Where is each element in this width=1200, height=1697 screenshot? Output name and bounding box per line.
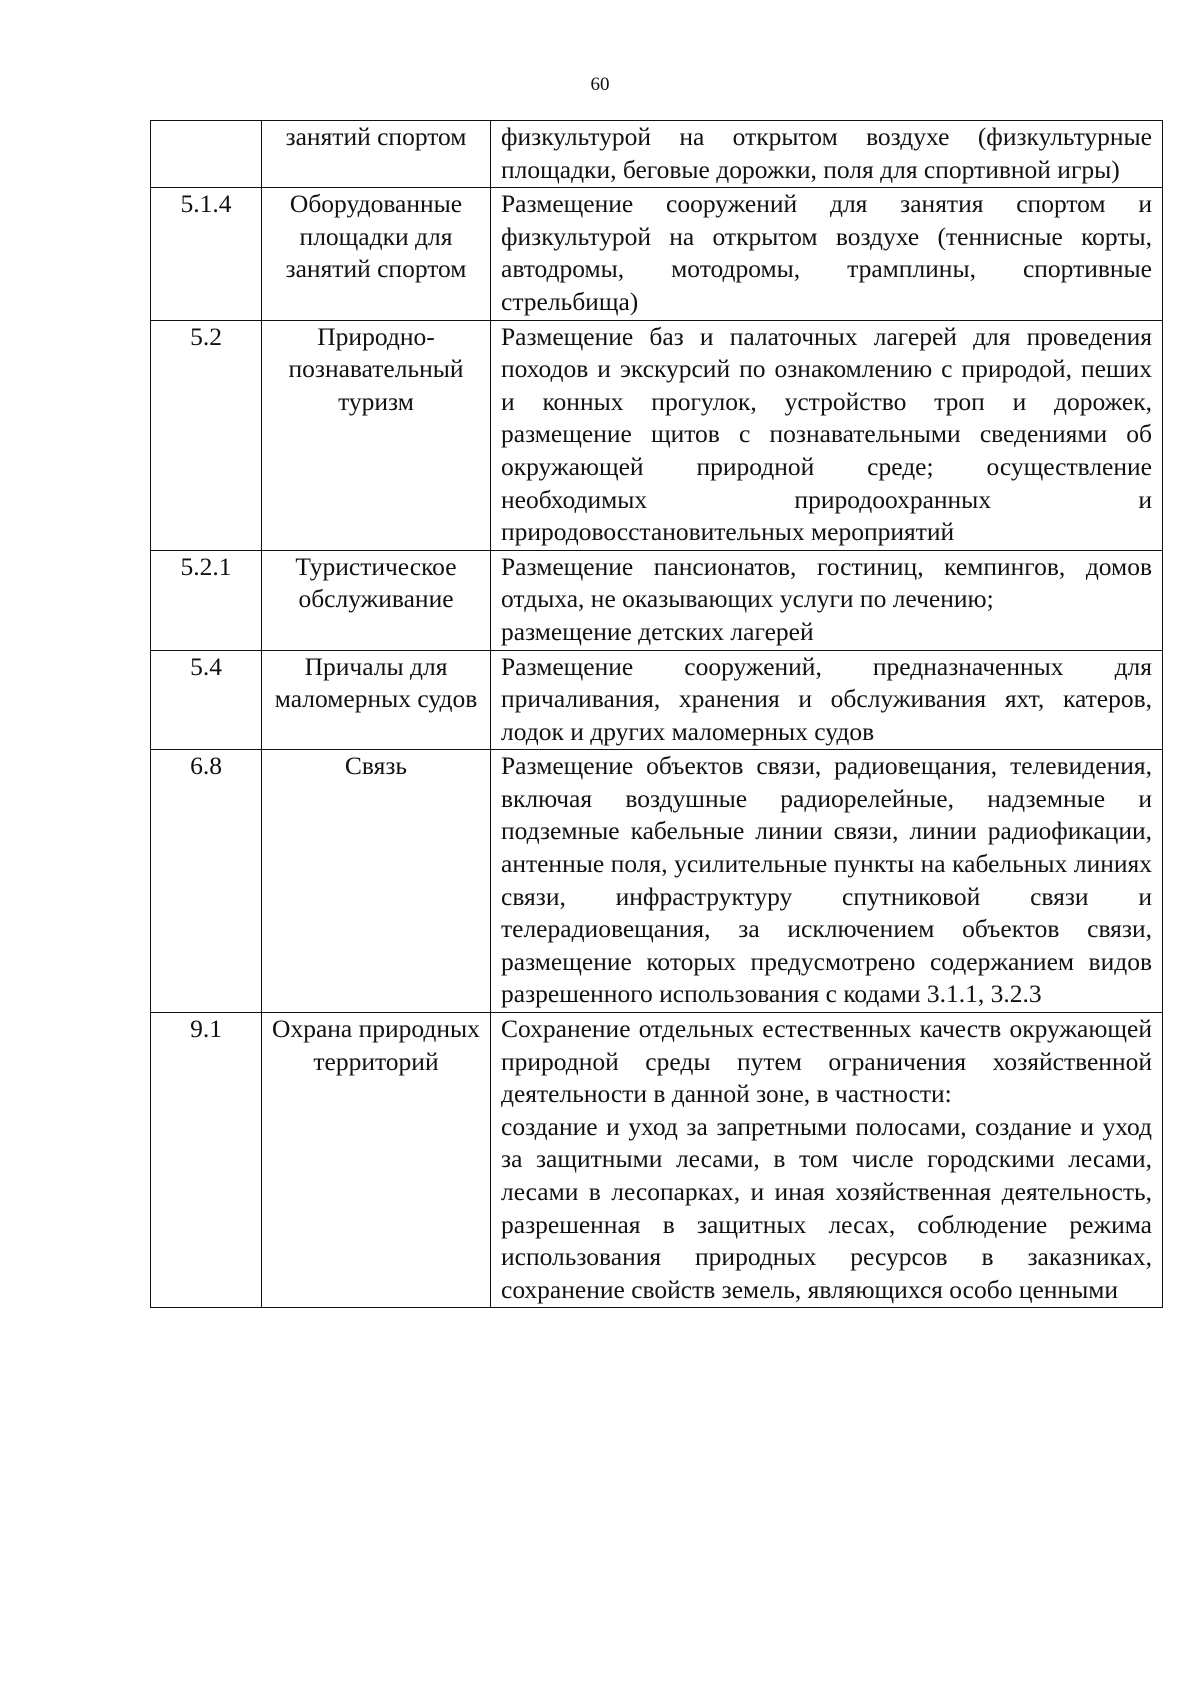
description-paragraph: размещение детских лагерей [501, 616, 814, 646]
row-code [151, 121, 262, 188]
row-name: Причалы для маломерных судов [262, 650, 491, 750]
table-row [151, 121, 1163, 188]
table-row [151, 750, 1163, 1013]
row-code: 5.2.1 [151, 550, 262, 650]
row-name: Охрана природных территорий [262, 1013, 491, 1308]
row-code: 5.2 [151, 320, 262, 550]
row-description [491, 650, 1163, 750]
table-row [151, 320, 1163, 550]
description-paragraph: Размещение баз и палаточных лагерей для проведения походов и экскурсий по ознакомлению с природой, пеших и конных прогулок, устройство троп и дорожек, размещение щитов с познавательными сведениями об окружающей природной среде; осуществление необходимых природоохранных и природовосстановительных мероприятий [501, 321, 1152, 547]
row-name: Туристическое обслуживание [262, 550, 491, 650]
description-paragraph: физкультурой на открытом воздухе (физкультурные площадки, беговые дорожки, поля для спортивной игры) [501, 122, 1152, 184]
description-paragraph: Сохранение отдельных естественных качеств окружающей природной среды путем ограничения хозяйственной деятельности в данной зоне, в частности: [501, 1014, 1152, 1109]
row-code: 5.4 [151, 650, 262, 750]
row-name: Связь [262, 750, 491, 1013]
table-row [151, 1013, 1163, 1308]
table-row [151, 188, 1163, 320]
description-paragraph: Размещение сооружений для занятия спортом и физкультурой на открытом воздухе (теннисные корты, автодромы, мотодромы, трамплины, спортивные стрельбища) [501, 189, 1152, 316]
description-paragraph: Размещение объектов связи, радиовещания, телевидения, включая воздушные радиорелейные, надземные и подземные кабельные линии связи, линии радиофикации, антенные поля, усилительные пункты на кабельных линиях связи, инфраструктуру спутниковой связи и телерадиовещания, за исключением объектов связи, размещение которых предусмотрено содержанием видов разрешенного использования с кодами 3.1.1, 3.2.3 [501, 751, 1152, 1009]
row-description [491, 550, 1163, 650]
row-description [491, 188, 1163, 320]
row-description [491, 750, 1163, 1013]
row-code: 6.8 [151, 750, 262, 1013]
row-description [491, 320, 1163, 550]
table-row [151, 550, 1163, 650]
page-number: 60 [590, 74, 610, 95]
description-paragraph: создание и уход за запретными полосами, создание и уход за защитными лесами, в том числе городскими лесами, лесами в лесопарках, и иная хозяйственная деятельность, разрешенная в защитных лесах, соблюдение режима использования природных ресурсов в заказниках, сохранение свойств земель, являющихся особо ценными [501, 1111, 1152, 1304]
row-description [491, 1013, 1163, 1308]
row-description [491, 121, 1163, 188]
row-name: Природно-познавательный туризм [262, 320, 491, 550]
description-paragraph: Размещение сооружений, предназначенных для причаливания, хранения и обслуживания яхт, катеров, лодок и других маломерных судов [501, 651, 1152, 746]
land-use-table [150, 120, 1163, 1308]
row-name: Оборудованные площадки для занятий спортом [262, 188, 491, 320]
description-paragraph: Размещение пансионатов, гостиниц, кемпингов, домов отдыха, не оказывающих услуги по лечению; [501, 551, 1152, 614]
table-row [151, 650, 1163, 750]
row-code: 5.1.4 [151, 188, 262, 320]
row-name: занятий спортом [262, 121, 491, 188]
row-code: 9.1 [151, 1013, 262, 1308]
